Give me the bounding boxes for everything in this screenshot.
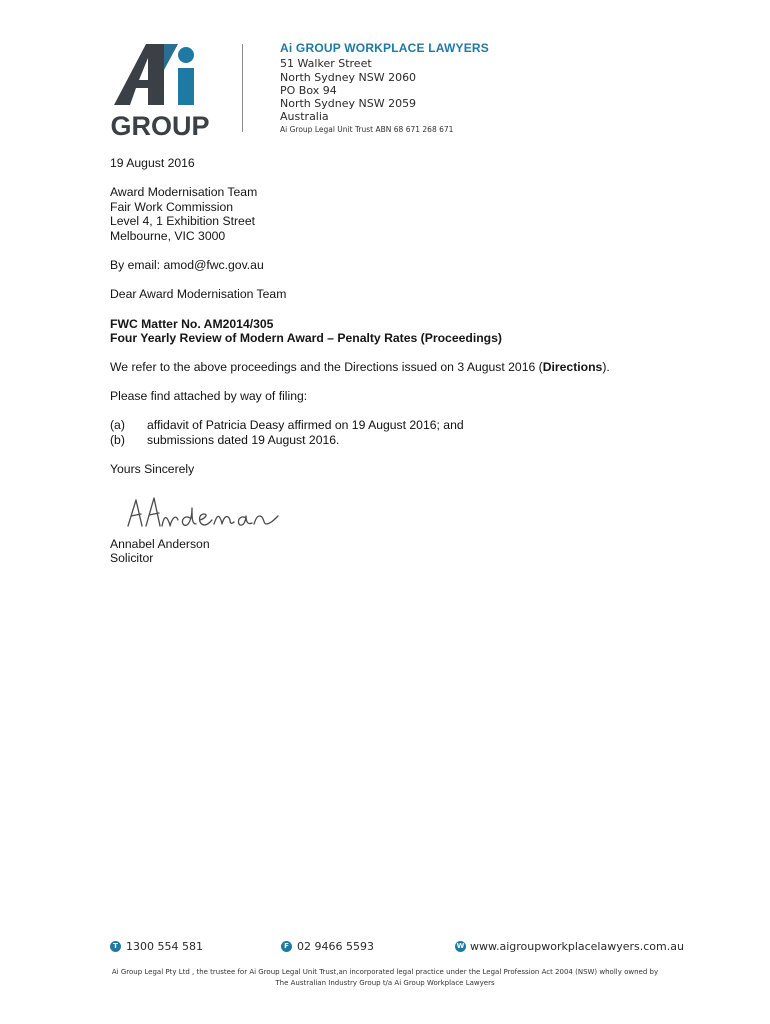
list-item-a: affidavit of Patricia Deasy affirmed on 19 August 2016; and — [147, 418, 464, 432]
footer-website[interactable]: www.aigroupworkplacelawyers.com.au — [470, 940, 684, 953]
footer-legal-note-1: Ai Group Legal Pty Ltd , the trustee for Ai Group Legal Unit Trust,an incorporated legal practice under the Legal Profession Act 2004 (NSW) wholly owned by — [111, 968, 659, 976]
salutation: Dear Award Modernisation Team — [110, 287, 287, 301]
recipient-line-4: Melbourne, VIC 3000 — [110, 229, 226, 243]
list-label-b: (b) — [110, 433, 125, 447]
recipient-line-1: Award Modernisation Team — [110, 185, 258, 199]
recipient-line-3: Level 4, 1 Exhibition Street — [110, 214, 255, 228]
address-line-3: PO Box 94 — [280, 84, 337, 97]
logo-wordmark: GROUP — [110, 111, 210, 140]
paragraph-1-suffix: ). — [602, 360, 610, 374]
footer-fax: 02 9466 5593 — [297, 940, 374, 953]
signer-title: Solicitor — [110, 551, 154, 565]
web-icon: W — [456, 942, 465, 950]
matter-number: FWC Matter No. AM2014/305 — [110, 317, 274, 331]
signer-name: Annabel Anderson — [110, 537, 210, 551]
letter-date: 19 August 2016 — [110, 156, 195, 170]
phone-icon: T — [110, 941, 121, 952]
abn-line: Ai Group Legal Unit Trust ABN 68 671 268 671 — [280, 125, 454, 134]
footer-legal-note-2: The Australian Industry Group t/a Ai Group Workplace Lawyers — [275, 979, 495, 987]
email-line: By email: amod@fwc.gov.au — [110, 258, 264, 272]
closing: Yours Sincerely — [110, 462, 195, 476]
list-item-b: submissions dated 19 August 2016. — [147, 433, 340, 447]
firm-name: Ai GROUP WORKPLACE LAWYERS — [280, 41, 489, 55]
subject-line: Four Yearly Review of Modern Award – Penalty Rates (Proceedings) — [110, 331, 502, 345]
fax-icon: F — [281, 941, 292, 952]
address-line-1: 51 Walker Street — [280, 57, 372, 70]
recipient-line-2: Fair Work Commission — [110, 200, 234, 214]
address-line-5: Australia — [280, 110, 329, 123]
letterhead-divider — [242, 44, 243, 132]
handwritten-signature — [122, 490, 287, 536]
list-label-a: (a) — [110, 418, 125, 432]
paragraph-2: Please find attached by way of filing: — [110, 389, 308, 403]
paragraph-1-defined-term: Directions — [542, 360, 603, 374]
address-line-2: North Sydney NSW 2060 — [280, 71, 417, 84]
address-line-4: North Sydney NSW 2059 — [280, 97, 417, 110]
footer-phone: 1300 554 581 — [126, 940, 203, 953]
paragraph-1 — [110, 360, 610, 374]
ai-group-logo — [104, 40, 216, 140]
paragraph-1-prefix: We refer to the above proceedings and the Directions issued on 3 August 2016 ( — [110, 360, 543, 374]
